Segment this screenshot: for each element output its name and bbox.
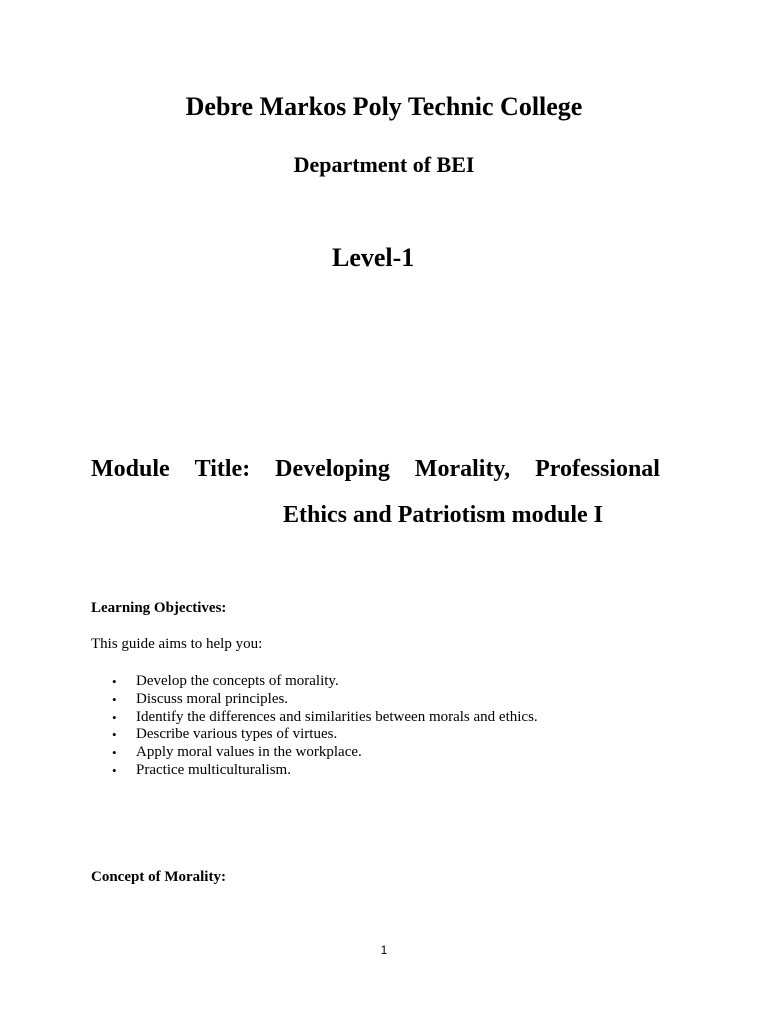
bullet-icon: • (112, 674, 117, 689)
bullet-icon: • (112, 745, 117, 761)
list-item-text: Identify the differences and similarities between morals and ethics. (136, 708, 538, 725)
list-item (91, 691, 538, 709)
page-number: 1 (380, 943, 388, 957)
module-title-word: Developing (275, 456, 390, 482)
list-item (91, 744, 538, 762)
module-title-word: Professional (535, 456, 660, 482)
concept-of-morality-heading: Concept of Morality: (91, 869, 226, 885)
level-label: Level-1 (332, 243, 415, 272)
module-title-line-1 (91, 456, 660, 483)
module-title-word: Title: (194, 456, 251, 482)
list-item-text: Discuss moral principles. (136, 690, 289, 707)
bullet-icon: • (112, 727, 117, 743)
list-item (91, 762, 538, 780)
learning-objectives-heading: Learning Objectives: (91, 600, 227, 616)
list-item (91, 709, 538, 727)
department-name: Department of BEI (293, 152, 475, 177)
college-name-text: Debre Markos Poly Technic College (185, 92, 583, 121)
bullet-icon: • (112, 691, 117, 707)
module-title-word: Module (91, 456, 170, 482)
college-name (0, 92, 768, 122)
list-item (91, 726, 538, 744)
learning-objectives-list (91, 673, 538, 780)
list-item-text: Apply moral values in the workplace. (136, 744, 362, 761)
guide-intro-text: This guide aims to help you: (91, 636, 263, 652)
list-item-text: Practice multiculturalism. (136, 761, 291, 778)
list-item-text: Describe various types of virtues. (136, 726, 338, 743)
module-title-line-2: Ethics and Patriotism module I (283, 502, 604, 528)
bullet-icon: • (112, 762, 117, 778)
list-item (91, 673, 538, 691)
module-title-word: Morality, (414, 456, 511, 482)
bullet-icon: • (112, 709, 117, 725)
list-item-text: Develop the concepts of morality. (136, 673, 339, 689)
